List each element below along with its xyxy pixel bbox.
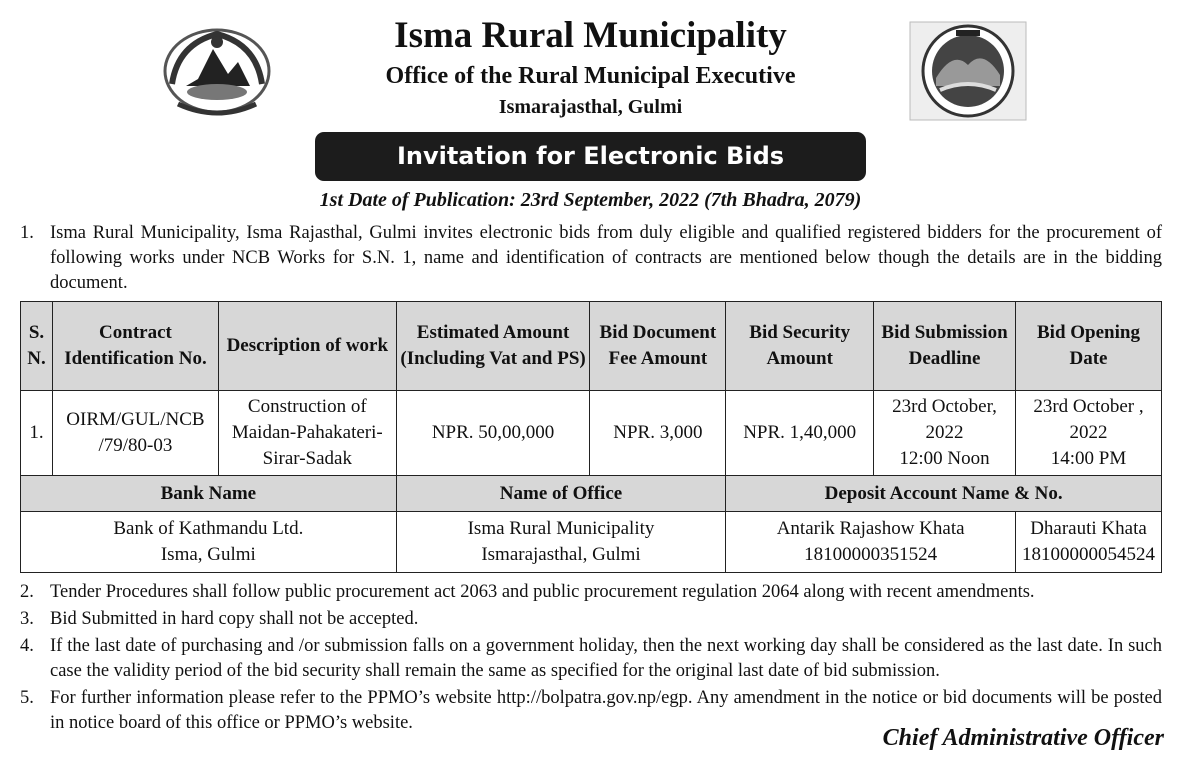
account-2-name: Dharauti Khata (1030, 518, 1147, 539)
signature-title: Chief Administrative Officer (882, 725, 1164, 751)
cell-bid-security: NPR. 1,40,000 (726, 391, 874, 476)
bank-name: Bank of Kathmandu Ltd. (113, 518, 304, 539)
header-bid-security: Bid Security Amount (726, 302, 874, 391)
cell-account-1 (726, 512, 1016, 573)
note-number: 2. (20, 582, 34, 602)
header-deposit-account: Deposit Account Name & No. (726, 476, 1162, 512)
office-location: Ismarajasthal, Gulmi (498, 96, 683, 118)
office-address: Ismarajasthal, Gulmi (481, 544, 641, 565)
note-number: 3. (20, 609, 34, 629)
bank-branch: Isma, Gulmi (160, 544, 256, 565)
intro-number: 1. (20, 223, 34, 243)
municipality-title: Isma Rural Municipality (394, 15, 787, 56)
intro-text: Isma Rural Municipality, Isma Rajasthal, Gulmi invites electronic bids from duly eligible and qualified registered bidders for the procurement of following works under NCB Works for S.N. 1, name and identification of contracts are mentioned below though the details are in the bidding document. (50, 223, 1162, 293)
header-submission-deadline: Bid Submission Deadline (874, 302, 1016, 391)
isma-municipality-logo-icon (908, 20, 1028, 122)
header-opening-date: Bid Opening Date (1015, 302, 1161, 391)
note-text: For further information please refer to the PPMO’s website http://bolpatra.gov.np/egp. Any amendment in the notice or bid documents will be posted in notice board of this office or PPMO’s website. (50, 688, 1162, 733)
cell-opening-date (1015, 391, 1161, 476)
cell-sn: 1. (21, 391, 53, 476)
notice-header (0, 0, 1181, 130)
cell-bid-fee: NPR. 3,000 (590, 391, 726, 476)
opening-time: 14:00 PM (1050, 448, 1127, 469)
cell-office (396, 512, 726, 573)
bid-table-header-row (21, 302, 1162, 391)
invitation-banner: Invitation for Electronic Bids (315, 132, 866, 181)
cell-estimated-amount: NPR. 50,00,000 (396, 391, 590, 476)
note-text: If the last date of purchasing and /or submission falls on a government holiday, then the next working day shall be considered as the last date. In such case the validity period of the bid security shall remain the same as specified for the original last date of bid submission. (50, 636, 1162, 681)
note-item (20, 580, 1162, 605)
office-subtitle: Office of the Rural Municipal Executive (385, 63, 796, 89)
submission-deadline-date: 23rd October, 2022 (892, 396, 997, 443)
note-item (20, 634, 1162, 684)
bid-table (20, 301, 1162, 573)
note-number: 4. (20, 636, 34, 656)
table-row (21, 391, 1162, 476)
header-bank-name: Bank Name (21, 476, 397, 512)
note-item (20, 607, 1162, 632)
account-1-name: Antarik Rajashow Khata (776, 518, 965, 539)
intro-paragraph (20, 221, 1162, 296)
account-2-number: 18100000054524 (1021, 544, 1155, 565)
header-sn: S. N. (21, 302, 53, 391)
note-text: Bid Submitted in hard copy shall not be accepted. (50, 609, 419, 629)
cell-description: Construction of Maidan-Pahakateri-Sirar-Sadak (218, 391, 396, 476)
submission-deadline-time: 12:00 Noon (899, 448, 990, 469)
header-description: Description of work (218, 302, 396, 391)
note-number: 5. (20, 688, 34, 708)
header-contract-id: Contract Identification No. (52, 302, 218, 391)
cell-contract-id: OIRM/GUL/NCB /79/80-03 (52, 391, 218, 476)
note-text: Tender Procedures shall follow public procurement act 2063 and public procurement regulation 2064 along with recent amendments. (50, 582, 1035, 602)
account-1-number: 18100000351524 (804, 544, 938, 565)
opening-date: 23rd October , 2022 (1033, 396, 1144, 443)
header-bid-fee: Bid Document Fee Amount (590, 302, 726, 391)
publication-date: 1st Date of Publication: 23rd September, 2022 (7th Bhadra, 2079) (319, 189, 862, 211)
header-office-name: Name of Office (396, 476, 726, 512)
cell-bank (21, 512, 397, 573)
bank-header-row (21, 476, 1162, 512)
cell-submission-deadline (874, 391, 1016, 476)
office-name: Isma Rural Municipality (467, 518, 655, 539)
bank-row (21, 512, 1162, 573)
cell-account-2 (1015, 512, 1161, 573)
header-estimated-amount: Estimated Amount (Including Vat and PS) (396, 302, 590, 391)
